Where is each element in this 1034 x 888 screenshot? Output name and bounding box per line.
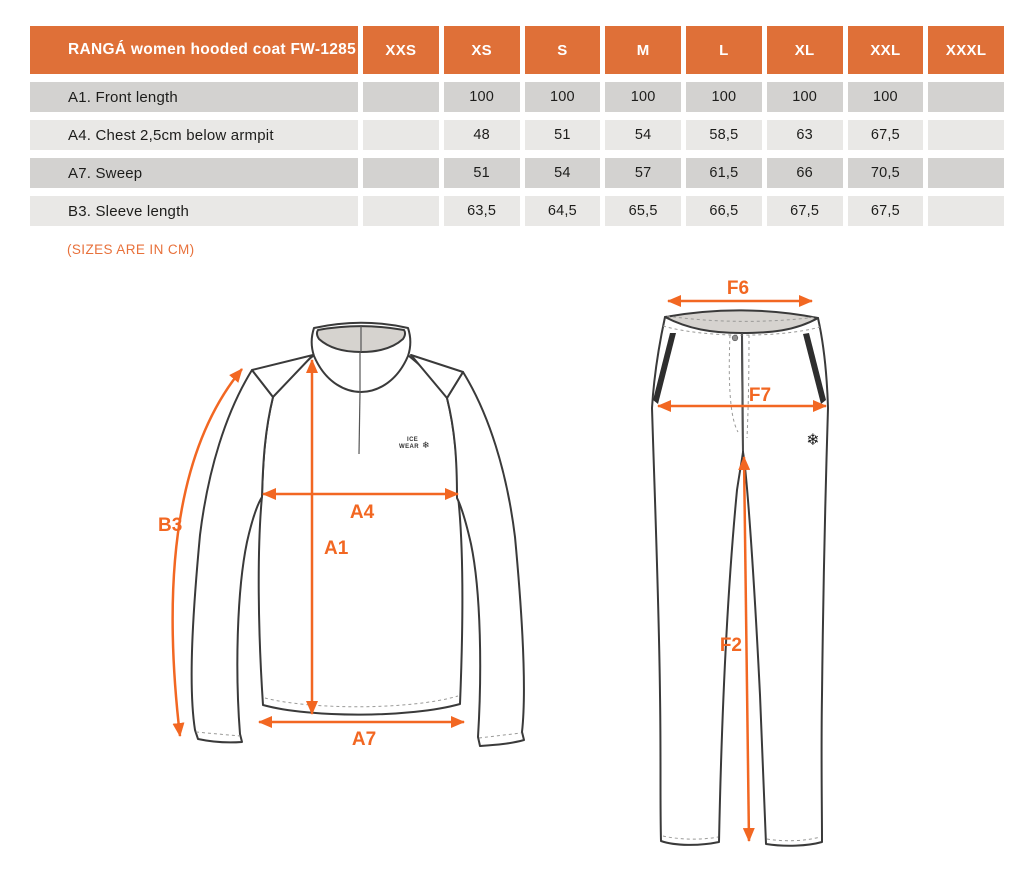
value-cell: 100 <box>686 82 762 112</box>
value-cell: 100 <box>444 82 520 112</box>
pants-outline <box>652 310 828 845</box>
b3-label: B3 <box>158 515 183 536</box>
value-cell <box>928 82 1004 112</box>
jacket-outline <box>192 323 524 746</box>
waist-button <box>732 335 738 341</box>
value-cell: 54 <box>525 158 601 188</box>
f2-arrow <box>744 457 749 841</box>
a4-label: A4 <box>349 502 375 523</box>
jacket-diagram <box>130 290 560 790</box>
svg-text:WEAR: WEAR <box>399 444 419 450</box>
value-cell: 51 <box>525 120 601 150</box>
snowflake-logo-icon: ❄ <box>806 430 820 449</box>
value-cell: 63,5 <box>444 196 520 226</box>
pants-diagram <box>630 275 850 870</box>
value-cell: 67,5 <box>767 196 843 226</box>
a7-label: A7 <box>351 729 377 750</box>
value-cell <box>928 196 1004 226</box>
size-header-xs: XS <box>444 26 520 74</box>
value-cell: 67,5 <box>848 120 924 150</box>
f7-label: F7 <box>748 385 772 406</box>
svg-text:ICE: ICE <box>407 437 419 443</box>
value-cell: 66 <box>767 158 843 188</box>
row-label: B3. Sleeve length <box>30 196 358 226</box>
value-cell: 70,5 <box>848 158 924 188</box>
value-cell: 100 <box>848 82 924 112</box>
value-cell: 64,5 <box>525 196 601 226</box>
value-cell <box>363 120 439 150</box>
value-cell: 58,5 <box>686 120 762 150</box>
value-cell <box>928 158 1004 188</box>
size-header-xl: XL <box>767 26 843 74</box>
value-cell: 54 <box>605 120 681 150</box>
value-cell <box>363 158 439 188</box>
value-cell: 61,5 <box>686 158 762 188</box>
a1-label: A1 <box>324 538 349 559</box>
value-cell <box>928 120 1004 150</box>
size-header-s: S <box>525 26 601 74</box>
size-header-xxxl: XXXL <box>928 26 1004 74</box>
table-title-cell: RANGÁ women hooded coat FW-1285 <box>30 26 358 74</box>
row-label: A1. Front length <box>30 82 358 112</box>
value-cell: 51 <box>444 158 520 188</box>
f6-label: F6 <box>726 278 750 299</box>
value-cell: 100 <box>605 82 681 112</box>
size-header-xxs: XXS <box>363 26 439 74</box>
value-cell: 66,5 <box>686 196 762 226</box>
value-cell: 100 <box>525 82 601 112</box>
size-header-m: M <box>605 26 681 74</box>
value-cell: 57 <box>605 158 681 188</box>
units-note: (SIZES ARE IN CM) <box>67 242 195 257</box>
row-label: A4. Chest 2,5cm below armpit <box>30 120 358 150</box>
size-header-l: L <box>686 26 762 74</box>
row-label: A7. Sweep <box>30 158 358 188</box>
value-cell: 67,5 <box>848 196 924 226</box>
f2-label: F2 <box>719 635 742 656</box>
logo-snowflake-icon: ❄ <box>422 441 430 451</box>
value-cell: 48 <box>444 120 520 150</box>
size-chart-table <box>30 26 1004 226</box>
value-cell <box>363 196 439 226</box>
value-cell: 100 <box>767 82 843 112</box>
value-cell <box>363 82 439 112</box>
value-cell: 63 <box>767 120 843 150</box>
size-header-xxl: XXL <box>848 26 924 74</box>
value-cell: 65,5 <box>605 196 681 226</box>
